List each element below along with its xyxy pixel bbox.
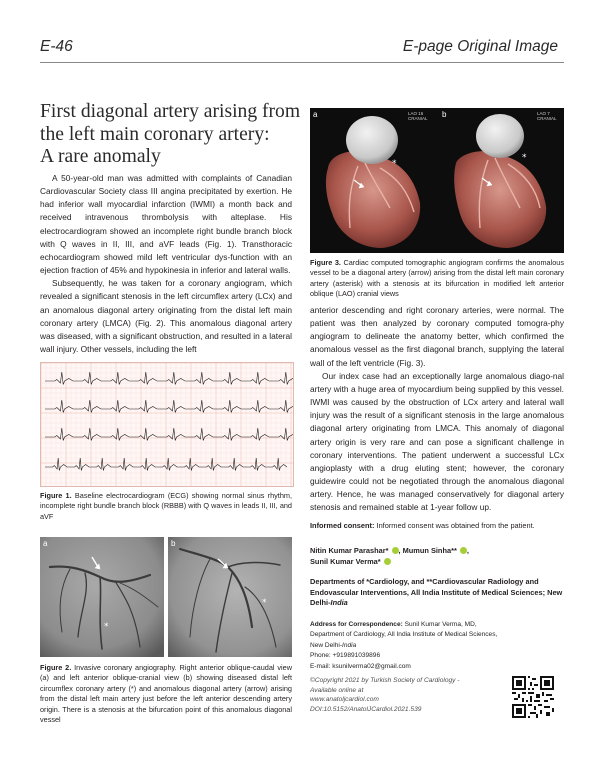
orcid-icon[interactable] <box>392 547 399 554</box>
panel-a-label: a <box>313 110 318 119</box>
body-paragraph: anterior descending and right coronary arteries, were normal. The patient was then analyzed by coronary computed tomogra-phy angiogram to delineate the anatomy better, which confirmed the anomalous vessel as the first diagonal branch, supplying the lateral wall of the left ventricle (Fig. 3). <box>310 305 564 368</box>
figure-3-label: Figure 3. <box>310 258 341 267</box>
figure-2-caption <box>40 663 292 725</box>
affiliation-text: Departments of *Cardiology, and **Cardiovascular Radiology and Endovascular Interventions, All India Institute of Medical Sciences; New Delhi- <box>310 577 563 608</box>
page-number: E-46 <box>40 38 73 55</box>
svg-text:*: * <box>262 598 267 608</box>
svg-text:*: * <box>104 622 109 632</box>
consent-text: Informed consent was obtained from the patient. <box>374 521 535 530</box>
figure-2-caption-text: Invasive coronary angiography. Right anterior oblique-caudal view (a) and left anterior oblique-cranial view (b) showing diseased distal left circumflex coronary artery (*) and anomalous diagonal artery (arrow) arising from the distal left main artery just before the left anterior descending artery origin. There is a stenosis at the bifurcation point of this anomalous diagonal vessel <box>40 663 293 725</box>
correspondence-email[interactable]: E-mail: ksunilverma02@gmail.com <box>310 662 411 670</box>
affiliation <box>310 577 564 609</box>
ecg-lead-trace <box>45 372 293 385</box>
figure-1-label: Figure 1. <box>40 491 72 500</box>
author-name: Nitin Kumar Parashar* <box>310 546 389 555</box>
informed-consent <box>310 521 564 530</box>
author-name: , Mumun Sinha** <box>398 546 457 555</box>
panel-a-label: a <box>43 539 48 548</box>
correspondence-city: New Delhi- <box>310 641 343 649</box>
doi[interactable]: DOI:10.5152/AnatolJCardiol.2021.539 <box>310 705 422 713</box>
correspondence-phone: Phone: +919891039896 <box>310 652 381 660</box>
author-name: Sunil Kumar Verma* <box>310 557 381 567</box>
ecg-lead-trace <box>45 428 293 441</box>
correspondence-label: Address for Correspondence: <box>310 621 403 628</box>
copyright-line: Available online at <box>310 686 364 694</box>
figure-2-label: Figure 2. <box>40 663 72 672</box>
correspondence-name: Sunil Kumar Verma, MD, <box>402 621 477 628</box>
ct-angiogram-figure <box>310 108 564 253</box>
correspondence-country: India <box>342 641 357 649</box>
qr-code-icon[interactable] <box>512 676 554 718</box>
ecg-trace-image <box>41 363 293 486</box>
title-line-3: A rare anomaly <box>40 146 161 167</box>
panel-b-label: b <box>442 110 447 119</box>
header-divider <box>40 62 564 63</box>
angiography-figure <box>40 537 292 657</box>
panel-b-view-label: LAO 7 CRANIAL <box>537 111 557 121</box>
copyright-block <box>310 676 510 714</box>
orcid-icon[interactable] <box>460 547 467 554</box>
left-column-text <box>40 172 292 356</box>
ct-angiogram-image <box>310 108 564 253</box>
right-column-text <box>310 304 564 515</box>
author-list: Nitin Kumar Parashar* , Mumun Sinha** , Sunil Kumar Verma* <box>310 546 469 567</box>
body-paragraph: Subsequently, he was taken for a coronary angiogram, which revealed a significant stenosis in the left circumflex artery (LCx) and an anomalous diagonal artery originating from the distal left main coronary artery (LMCA) (Fig. 2). This anomalous diagonal artery was diseased, with a significant obstruction, and resulted in a lateral wall injury. Other vessels, including the left <box>40 278 292 355</box>
panel-a-view-label: LAO 16 CRANIAL <box>408 111 428 121</box>
correspondence-block <box>310 620 564 672</box>
figure-1-caption-text: Baseline electrocardiogram (ECG) showing normal sinus rhythm, incomplete right bundle branch block (RBBB) with Q waves in leads II, III, and aVF <box>40 491 292 521</box>
body-paragraph: A 50-year-old man was admitted with complaints of Canadian Cardiovascular Society class III angina precipitated by exertion. He had inferior wall myocardial infarction (IWMI) a month back and received intravenous thrombolysis with alteplase. His electrocardiogram showed an incomplete right bundle branch block with Q waves in II, III, and aVF leads (Fig. 1). Transthoracic echocardiogram showed mild left ventricular dys-function with an ejection fraction of 45% and hypokinesia in inferior and lateral walls. <box>40 173 292 276</box>
figure-3-caption <box>310 258 564 300</box>
title-line-1: First diagonal artery arising from <box>40 101 301 122</box>
body-paragraph: Our index case had an exceptionally large anomalous diago-nal artery with a huge area of myocardium being supplied by this vessel. IWMI was caused by the obstruction of LCx artery and lateral wall injury was the result of a significant stenosis in the large anomalous diagonal artery originating from LMCA. This anomaly of diagonal artery origin is very rare and can pose a significant challenge in coronary interventions. The patient underwent a successful LCx angioplasty with a drug eluting stent; however, the coronary guidewire could not be negotiated through the anomalous diagonal artery. Hence, he was managed conservatively for diagonal artery stenosis and remained stable at 1-year follow up. <box>310 370 564 513</box>
figure-3-caption-text: Cardiac computed tomographic angiogram confirms the anomalous vessel to be a diagonal artery (arrow) arising from the distal left main coronary artery (asterisk) with a stenosis at its bifurcation in modified left anterior oblique (LAO) cranial views <box>310 258 564 299</box>
journal-url[interactable]: www.anatoljcardiol.com <box>310 696 379 704</box>
consent-label: Informed consent: <box>310 521 375 530</box>
figure-1-caption <box>40 491 292 522</box>
article-title <box>40 101 300 169</box>
panel-b-label: b <box>171 539 176 548</box>
affiliation-country: India <box>330 598 348 608</box>
section-title: E-page Original Image <box>402 38 558 55</box>
angiography-image <box>40 537 292 657</box>
ecg-lead-trace <box>45 400 293 413</box>
copyright-line: ©Copyright 2021 by Turkish Society of Cardiology - <box>310 677 460 684</box>
svg-text:*: * <box>392 159 397 169</box>
title-line-2: the left main coronary artery: <box>40 123 270 145</box>
ecg-figure <box>40 362 294 487</box>
svg-text:*: * <box>522 153 527 163</box>
orcid-icon[interactable] <box>384 558 391 565</box>
correspondence-department: Department of Cardiology, All India Institute of Medical Sciences, <box>310 631 498 639</box>
